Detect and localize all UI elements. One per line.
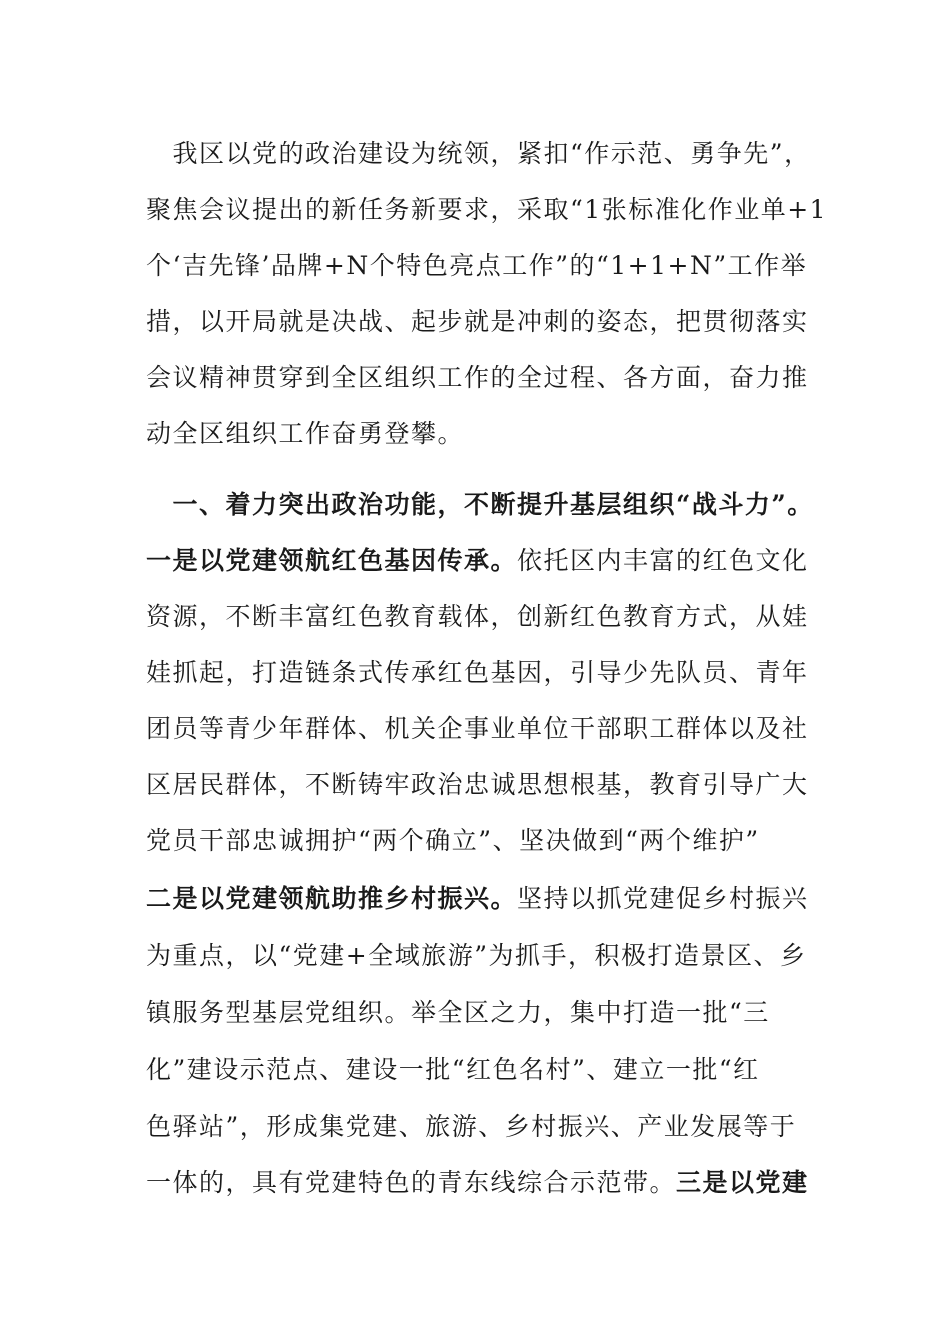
paragraph-intro-line-1: 我区以党的政治建设为统领，紧扣“作示范、勇争先”， [146, 139, 811, 168]
paragraph-body-line-4: 团员等青少年群体、机关企事业单位干部职工群体以及社 [146, 714, 809, 743]
paragraph-intro-line-2: 聚焦会议提出的新任务新要求，采取“1张标准化作业单+1 [146, 195, 828, 224]
subheading-point-2: 二是以党建领航助推乡村振兴。 [146, 884, 518, 913]
paragraph-body-line-11: 色驿站”，形成集党建、旅游、乡村振兴、产业发展等于 [146, 1112, 797, 1141]
paragraph-body-line-12 [146, 1163, 846, 1203]
paragraph-intro-line-6: 动全区组织工作奋勇登攀。 [146, 419, 465, 448]
paragraph-body-line-10: 化”建设示范点、建设一批“红色名村”、建立一批“红 [146, 1055, 760, 1084]
paragraph-body-line-8: 为重点，以“党建+全域旅游”为抓手，积极打造景区、乡 [146, 941, 807, 970]
paragraph-intro-line-3: 个‘吉先锋’品牌+N个特色亮点工作”的“1+1+N”工作举 [146, 251, 808, 280]
paragraph-body-line-5: 区居民群体，不断铸牢政治忠诚思想根基，教育引导广大 [146, 770, 809, 799]
paragraph-intro-line-4: 措，以开局就是决战、起步就是冲刺的姿态，把贯彻落实 [146, 307, 809, 336]
body-text: 依托区内丰富的红色文化 [517, 546, 809, 575]
paragraph-body-line-1 [146, 541, 846, 581]
paragraph-intro-line-5: 会议精神贯穿到全区组织工作的全过程、各方面，奋力推 [146, 363, 809, 392]
subheading-point-1: 一是以党建领航红色基因传承。 [146, 546, 518, 575]
section-heading-1: 一、着力突出政治功能，不断提升基层组织“战斗力”。 [146, 490, 814, 519]
paragraph-body-line-2: 资源，不断丰富红色教育载体，创新红色教育方式，从娃 [146, 602, 809, 631]
body-text: 一体的，具有党建特色的青东线综合示范带。 [146, 1168, 677, 1197]
body-text: 坚持以抓党建促乡村振兴 [517, 884, 809, 913]
paragraph-body-line-3: 娃抓起，打造链条式传承红色基因，引导少先队员、青年 [146, 658, 809, 687]
subheading-point-3: 三是以党建 [676, 1168, 809, 1197]
paragraph-body-line-6: 党员干部忠诚拥护“两个确立”、坚决做到“两个维护” [146, 826, 760, 855]
paragraph-body-line-9: 镇服务型基层党组织。举全区之力，集中打造一批“三 [146, 998, 770, 1027]
paragraph-body-line-7 [146, 879, 846, 919]
